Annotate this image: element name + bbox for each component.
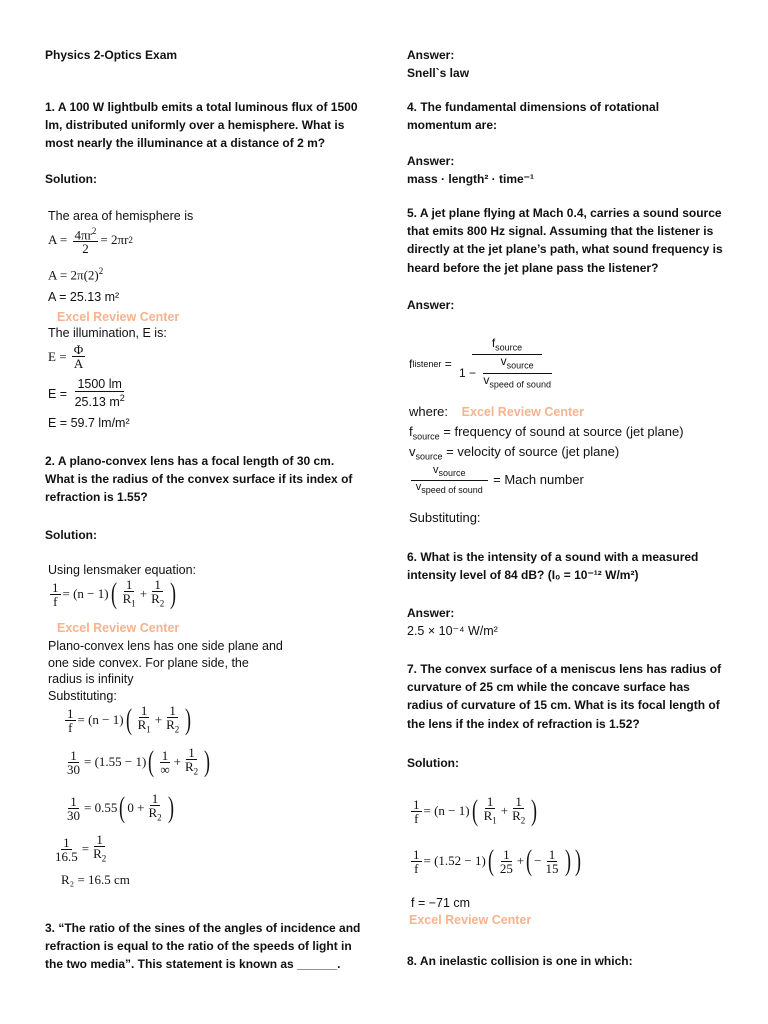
q5-def3: $\frac{v_{source}}{v_{speed of sound}}$ = Mach number [409,464,729,497]
question-6: 6. What is the intensity of a sound with a measured intensity level of 84 dB? (I₀ = 10⁻¹² W/m²) [407,550,699,583]
question-5: 5. A jet plane flying at Mach 0.4, carries a sound source that emits 800 Hz signal. Assuming that the listener is directly at the jet plane’s path, what sound frequency is heard before the jet plane pass the listener? [407,206,723,275]
q2-eq3: $\frac{1}{30}$ = 0.55 ( 0 + $\frac{1}{R_2}$ ) [67,791,174,825]
q2-eq4: $\frac{1}{16.5}$ = $\frac{1}{R_2}$ [55,832,107,864]
watermark: Excel Review Center [409,913,532,927]
q2-plano-line: Plano-convex lens has one side plane and one side convex. For plane side, the radius is infinity [48,639,283,686]
watermark: Excel Review Center [57,621,180,635]
q5-where-label: where: [409,404,449,419]
q1-area-eq1: A = $\frac{4\pi r^2}{2}$ = 2πr 2 [48,226,133,257]
q2-eq2: $\frac{1}{30}$ = (1.55 − 1) ( $\frac{1}{\infty}$ + $\frac{1}{R_2}$ ) [67,745,211,779]
q1-area-line: The area of hemisphere is [48,209,194,223]
q3-answer-label: Answer: [407,48,455,62]
q6-answer: 2.5 × 10⁻⁴ W/m² [407,624,498,638]
question-7: 7. The convex surface of a meniscus lens has radius of curvature of 25 cm while the concave surface has radius of curvature of 15 cm. What is its focal length of the lens if the index of refraction is 1.52? [407,662,722,731]
q1-e-eq1: E = $\frac{\Phi}{A}$ [48,342,84,371]
q5-where-row [409,404,729,421]
page-title: Physics 2-Optics Exam [45,48,178,62]
q4-answer: mass · length² · time⁻¹ [407,172,535,186]
q3-answer: Snell`s law [407,66,470,80]
q5-def1: $f_{source}$ = frequency of sound at source (jet plane) [409,424,684,442]
question-8: 8. An inelastic collision is one in which: [407,954,633,968]
q1-e-eq3: E = 59.7 lm/m² [48,416,130,430]
question-3: 3. “The ratio of the sines of the angles of incidence and refraction is equal to the ratio of the speeds of light in the two media”. This statement is known as ______. [45,921,361,972]
q5-def2: $v_{source}$ = velocity of source (jet plane) [409,444,620,462]
watermark: Excel Review Center [461,405,584,419]
question-2: 2. A plano-convex lens has a focal length of 30 cm. What is the radius of the convex surface if its index of refraction is 1.55? [45,454,353,505]
q7-result: f = −71 cm [411,896,471,910]
q5-def2-text: = velocity of source (jet plane) [446,444,620,459]
q2-solution-label: Solution: [45,528,97,542]
q6-answer-label: Answer: [407,606,455,620]
q2-lensmaker-eq: $\frac{1}{f}$ = (n − 1) ( $\frac{1}{R_1}$ + $\frac{1}{R_2}$ ) [52,577,177,611]
doppler-formula: f listener = $f_{source}$ 1 − $\frac{v_{source}}{v_{speed of sound}}$ [409,336,551,390]
watermark: Excel Review Center [57,310,180,324]
q1-area-eq3: A = 25.13 m² [48,290,120,304]
q2-eq1: $\frac{1}{f}$ = (n − 1) ( $\frac{1}{R_1}$ + $\frac{1}{R_2}$ ) [67,703,192,737]
q4-answer-label: Answer: [407,154,455,168]
q5-answer-label: Answer: [407,298,455,312]
q1-area-eq2: $A = 2\pi(2)^2$ [48,266,104,283]
q5-def3-text: = Mach number [493,472,584,488]
q2-using-line: Using lensmaker equation: [48,563,196,577]
q7-eq1: $\frac{1}{f}$ = (n − 1) ( $\frac{1}{R_1}$ + $\frac{1}{R_2}$ ) [413,794,538,828]
question-4: 4. The fundamental dimensions of rotational momentum are: [407,100,660,133]
q2-subst-line: Substituting: [48,689,117,703]
q7-eq2: $\frac{1}{f}$ = (1.52 − 1) ( $\frac{1}{25}$ + ( − $\frac{1}{15}$ ) ) [413,844,581,877]
q5-subst: Substituting: [409,510,481,525]
q1-solution-label: Solution: [45,172,97,186]
question-1: 1. A 100 W lightbulb emits a total luminous flux of 1500 lm, distributed uniformly over a hemisphere. What is most nearly the illuminance at a distance of 2 m? [45,100,358,151]
q5-def1-text: = frequency of sound at source (jet plane) [443,424,684,439]
q1-illum-line: The illumination, E is: [48,326,167,340]
q2-result: R₂ = 16.5 cm [61,872,130,887]
q1-e-eq2: E = $\frac{1500 lm}{25.13 m^2}$ [48,377,125,410]
q7-solution-label: Solution: [407,756,459,770]
